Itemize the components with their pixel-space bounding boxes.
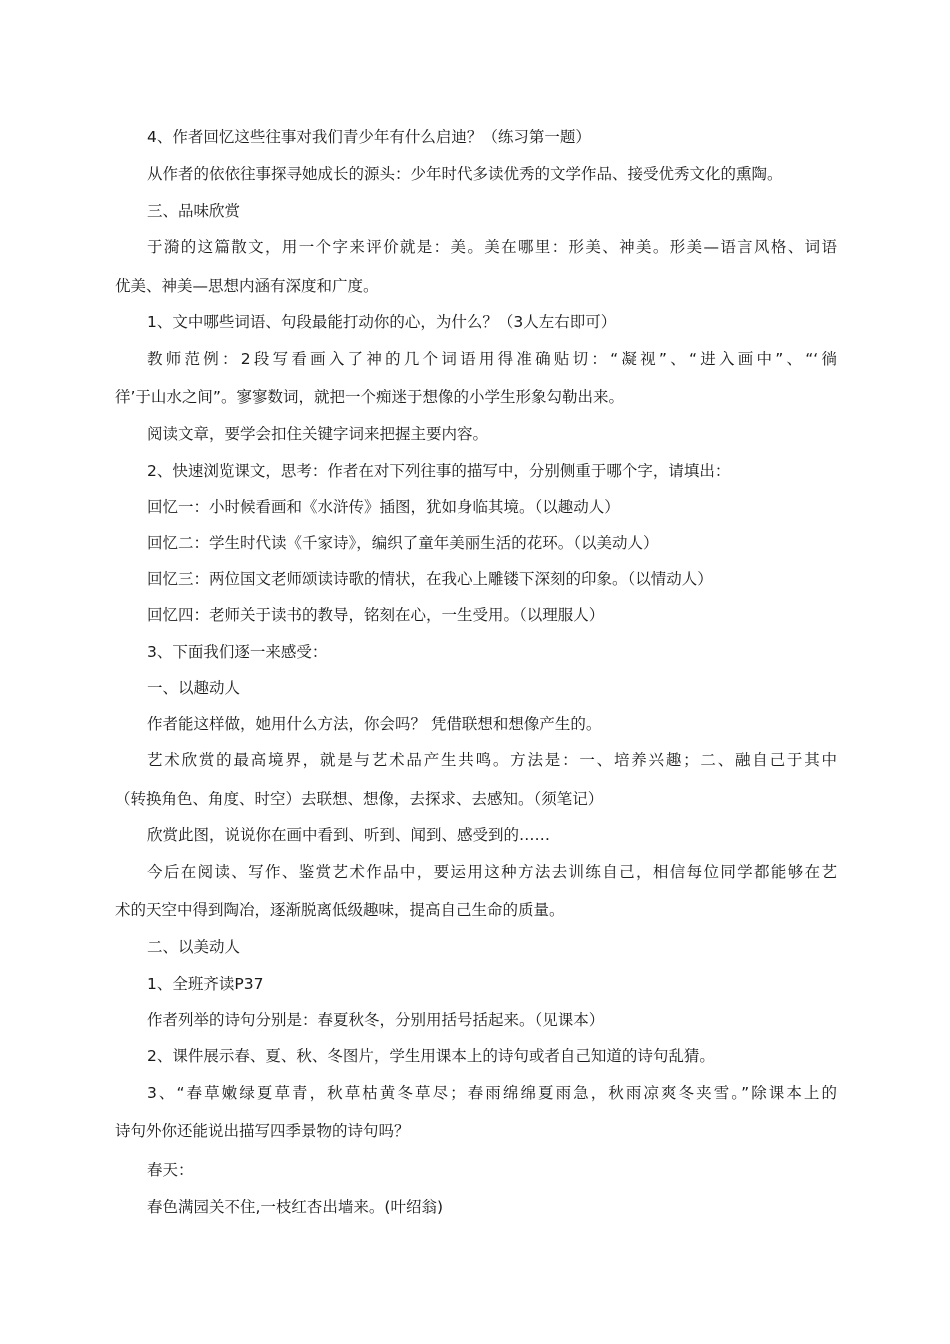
text-line: 1、文中哪些词语、句段最能打动你的心，为什么？（3人左右即可） <box>147 313 617 331</box>
text-line: 徉’于山水之间”。寥寥数词，就把一个痴迷于想像的小学生形象勾勒出来。 <box>115 388 624 406</box>
text-line: 欣赏此图，说说你在画中看到、听到、闻到、感受到的…… <box>147 826 551 844</box>
text-line: 教师范例：2段写看画入了神的几个词语用得准确贴切：“凝视”、“进入画中”、“‘徜 <box>147 350 837 368</box>
text-line: （转换角色、角度、时空）去联想、想像，去探求、去感知。（须笔记） <box>115 790 604 808</box>
text-line: 优美、神美—思想内涵有深度和广度。 <box>115 277 379 295</box>
text-line: 从作者的依依往事探寻她成长的源头：少年时代多读优秀的文学作品、接受优秀文化的熏陶。 <box>147 165 783 183</box>
text-line: 2、课件展示春、夏、秋、冬图片，学生用课本上的诗句或者自己知道的诗句乱猜。 <box>147 1047 715 1065</box>
text-line: 术的天空中得到陶冶，逐渐脱离低级趣味，提高自己生命的质量。 <box>115 901 565 919</box>
text-line: 回忆三：两位国文老师颂读诗歌的情状，在我心上雕镂下深刻的印象。（以情动人） <box>147 570 713 588</box>
section-heading: 三、品味欣赏 <box>147 202 241 220</box>
section-heading: 一、以趣动人 <box>147 679 241 697</box>
text-line: 3、“春草嫩绿夏草青，秋草枯黄冬草尽；春雨绵绵夏雨急，秋雨凉爽冬夹雪。”除课本上的 <box>147 1084 837 1102</box>
text-line: 3、下面我们逐一来感受： <box>147 643 328 661</box>
text-line: 回忆一：小时候看画和《水浒传》插图，犹如身临其境。（以趣动人） <box>147 498 620 516</box>
text-line: 艺术欣赏的最高境界，就是与艺术品产生共鸣。方法是：一、培养兴趣；二、融自己于其中 <box>147 751 837 769</box>
text-line: 诗句外你还能说出描写四季景物的诗句吗？ <box>115 1122 410 1140</box>
section-heading: 二、以美动人 <box>147 938 241 956</box>
text-line: 于漪的这篇散文，用一个字来评价就是：美。美在哪里：形美、神美。形美—语言风格、词语 <box>147 238 837 256</box>
text-line: 作者列举的诗句分别是：春夏秋冬，分别用括号括起来。（见课本） <box>147 1011 605 1029</box>
text-line: 回忆二：学生时代读《千家诗》，编织了童年美丽生活的花环。（以美动人） <box>147 534 659 552</box>
text-line: 今后在阅读、写作、鉴赏艺术作品中，要运用这种方法去训练自己，相信每位同学都能够在艺 <box>147 863 837 881</box>
text-line: 春色满园关不住,一枝红杏出墙来。(叶绍翁) <box>147 1198 444 1216</box>
text-line: 春天： <box>147 1161 194 1179</box>
text-line: 阅读文章，要学会扣住关键字词来把握主要内容。 <box>147 425 489 443</box>
text-line: 2、快速浏览课文，思考：作者在对下列往事的描写中，分别侧重于哪个字，请填出： <box>147 462 731 480</box>
text-line: 1、全班齐读P37 <box>147 975 264 993</box>
text-line: 4、作者回忆这些往事对我们青少年有什么启迪？（练习第一题） <box>147 128 591 146</box>
text-line: 回忆四：老师关于读书的教导，铭刻在心，一生受用。（以理服人） <box>147 606 605 624</box>
text-line: 作者能这样做，她用什么方法，你会吗？ 凭借联想和想像产生的。 <box>147 715 602 733</box>
